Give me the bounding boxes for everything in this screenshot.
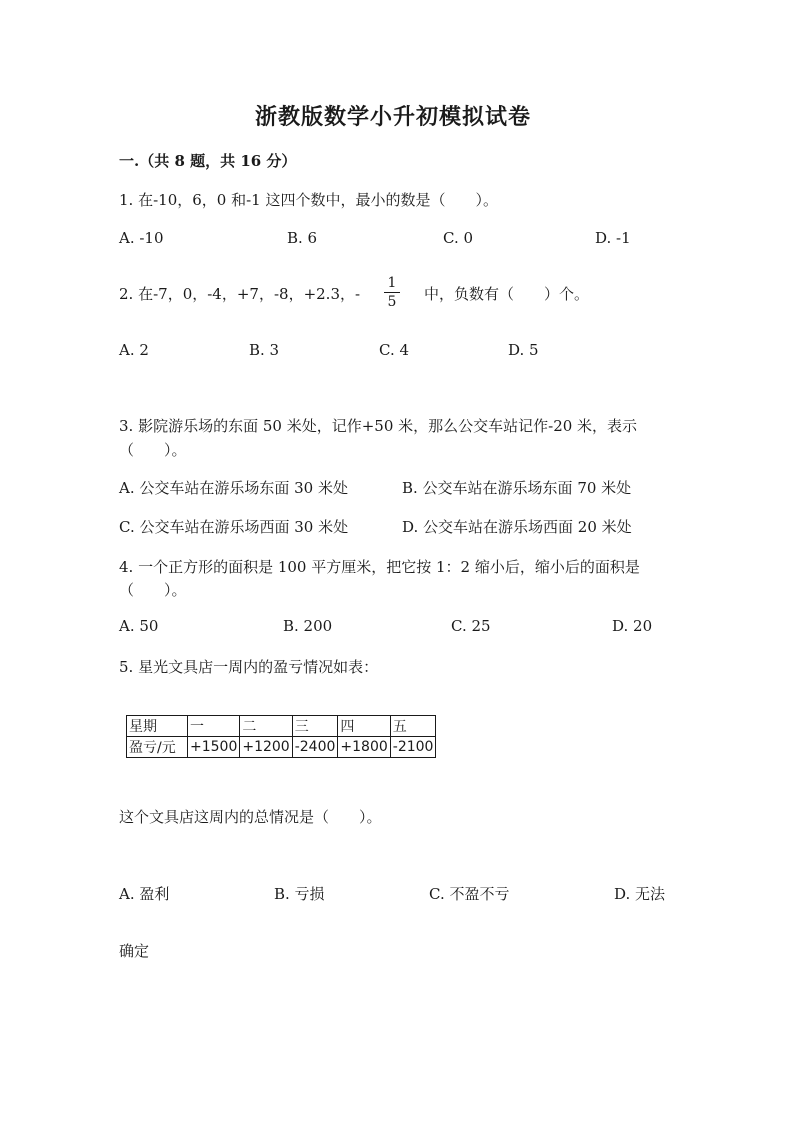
question-2-stem-after: 中，负数有（ ）个。	[424, 285, 590, 303]
question-3-option-b[interactable]: B. 公交车站在游乐场东面 70 米处	[402, 479, 632, 497]
question-3-stem: 3. 影院游乐场的东面 50 米处，记作+50 米，那么公交车站记作-20 米，表示	[119, 417, 638, 435]
question-2-option-b[interactable]: B. 3	[249, 341, 280, 359]
table-cell: +1500	[188, 737, 240, 758]
question-1-stem: 1. 在-10，6，0 和-1 这四个数中，最小的数是（ ）。	[119, 191, 498, 209]
question-1-option-a[interactable]: A. -10	[119, 229, 164, 247]
question-5-prompt: 这个文具店这周内的总情况是（ ）。	[119, 808, 382, 826]
question-2-stem: 2. 在-7，0，-4，+7，-8，+2.3，-	[119, 285, 361, 303]
table-cell: -2400	[292, 737, 338, 758]
question-5-option-b[interactable]: B. 亏损	[274, 885, 325, 903]
table-header-cell: 星期	[127, 716, 188, 737]
question-5-option-d-cont: 确定	[119, 942, 150, 960]
question-1-option-c[interactable]: C. 0	[443, 229, 474, 247]
table-header-cell: 四	[338, 716, 390, 737]
page-title: 浙教版数学小升初模拟试卷	[255, 104, 532, 130]
profit-loss-table	[126, 715, 436, 758]
question-4-option-a[interactable]: A. 50	[119, 617, 159, 635]
fraction-bar	[384, 292, 400, 293]
question-5-option-c[interactable]: C. 不盈不亏	[429, 885, 510, 903]
table-cell: -2100	[390, 737, 436, 758]
question-4-option-c[interactable]: C. 25	[451, 617, 491, 635]
table-row	[127, 737, 436, 758]
table-header-cell: 三	[292, 716, 338, 737]
table-cell: +1800	[338, 737, 390, 758]
question-4-option-d[interactable]: D. 20	[612, 617, 653, 635]
fraction-denominator: 5	[387, 294, 397, 310]
question-5-option-d[interactable]: D. 无法	[614, 885, 666, 903]
question-2-fraction	[384, 276, 400, 309]
section-heading: 一.（共 8 题，共 16 分）	[119, 152, 297, 170]
question-2-option-c[interactable]: C. 4	[379, 341, 410, 359]
table-cell: 盈亏/元	[127, 737, 188, 758]
question-4-stem-cont: （ ）。	[119, 581, 187, 599]
question-3-option-d[interactable]: D. 公交车站在游乐场西面 20 米处	[402, 518, 632, 536]
question-5-option-a[interactable]: A. 盈利	[119, 885, 170, 903]
question-2-option-d[interactable]: D. 5	[508, 341, 539, 359]
question-4-option-b[interactable]: B. 200	[283, 617, 333, 635]
table-header-cell: 二	[240, 716, 292, 737]
question-1-option-b[interactable]: B. 6	[287, 229, 318, 247]
table-header-cell: 五	[390, 716, 436, 737]
question-3-option-c[interactable]: C. 公交车站在游乐场西面 30 米处	[119, 518, 349, 536]
question-1-option-d[interactable]: D. -1	[595, 229, 631, 247]
question-3-option-a[interactable]: A. 公交车站在游乐场东面 30 米处	[119, 479, 348, 497]
question-4-stem: 4. 一个正方形的面积是 100 平方厘米，把它按 1：2 缩小后，缩小后的面积是	[119, 558, 640, 576]
question-5-stem: 5. 星光文具店一周内的盈亏情况如表：	[119, 658, 379, 676]
fraction-numerator: 1	[387, 275, 397, 291]
question-3-stem-cont: （ ）。	[119, 441, 187, 459]
table-header-cell: 一	[188, 716, 240, 737]
table-row	[127, 716, 436, 737]
table-cell: +1200	[240, 737, 292, 758]
question-2-option-a[interactable]: A. 2	[119, 341, 149, 359]
